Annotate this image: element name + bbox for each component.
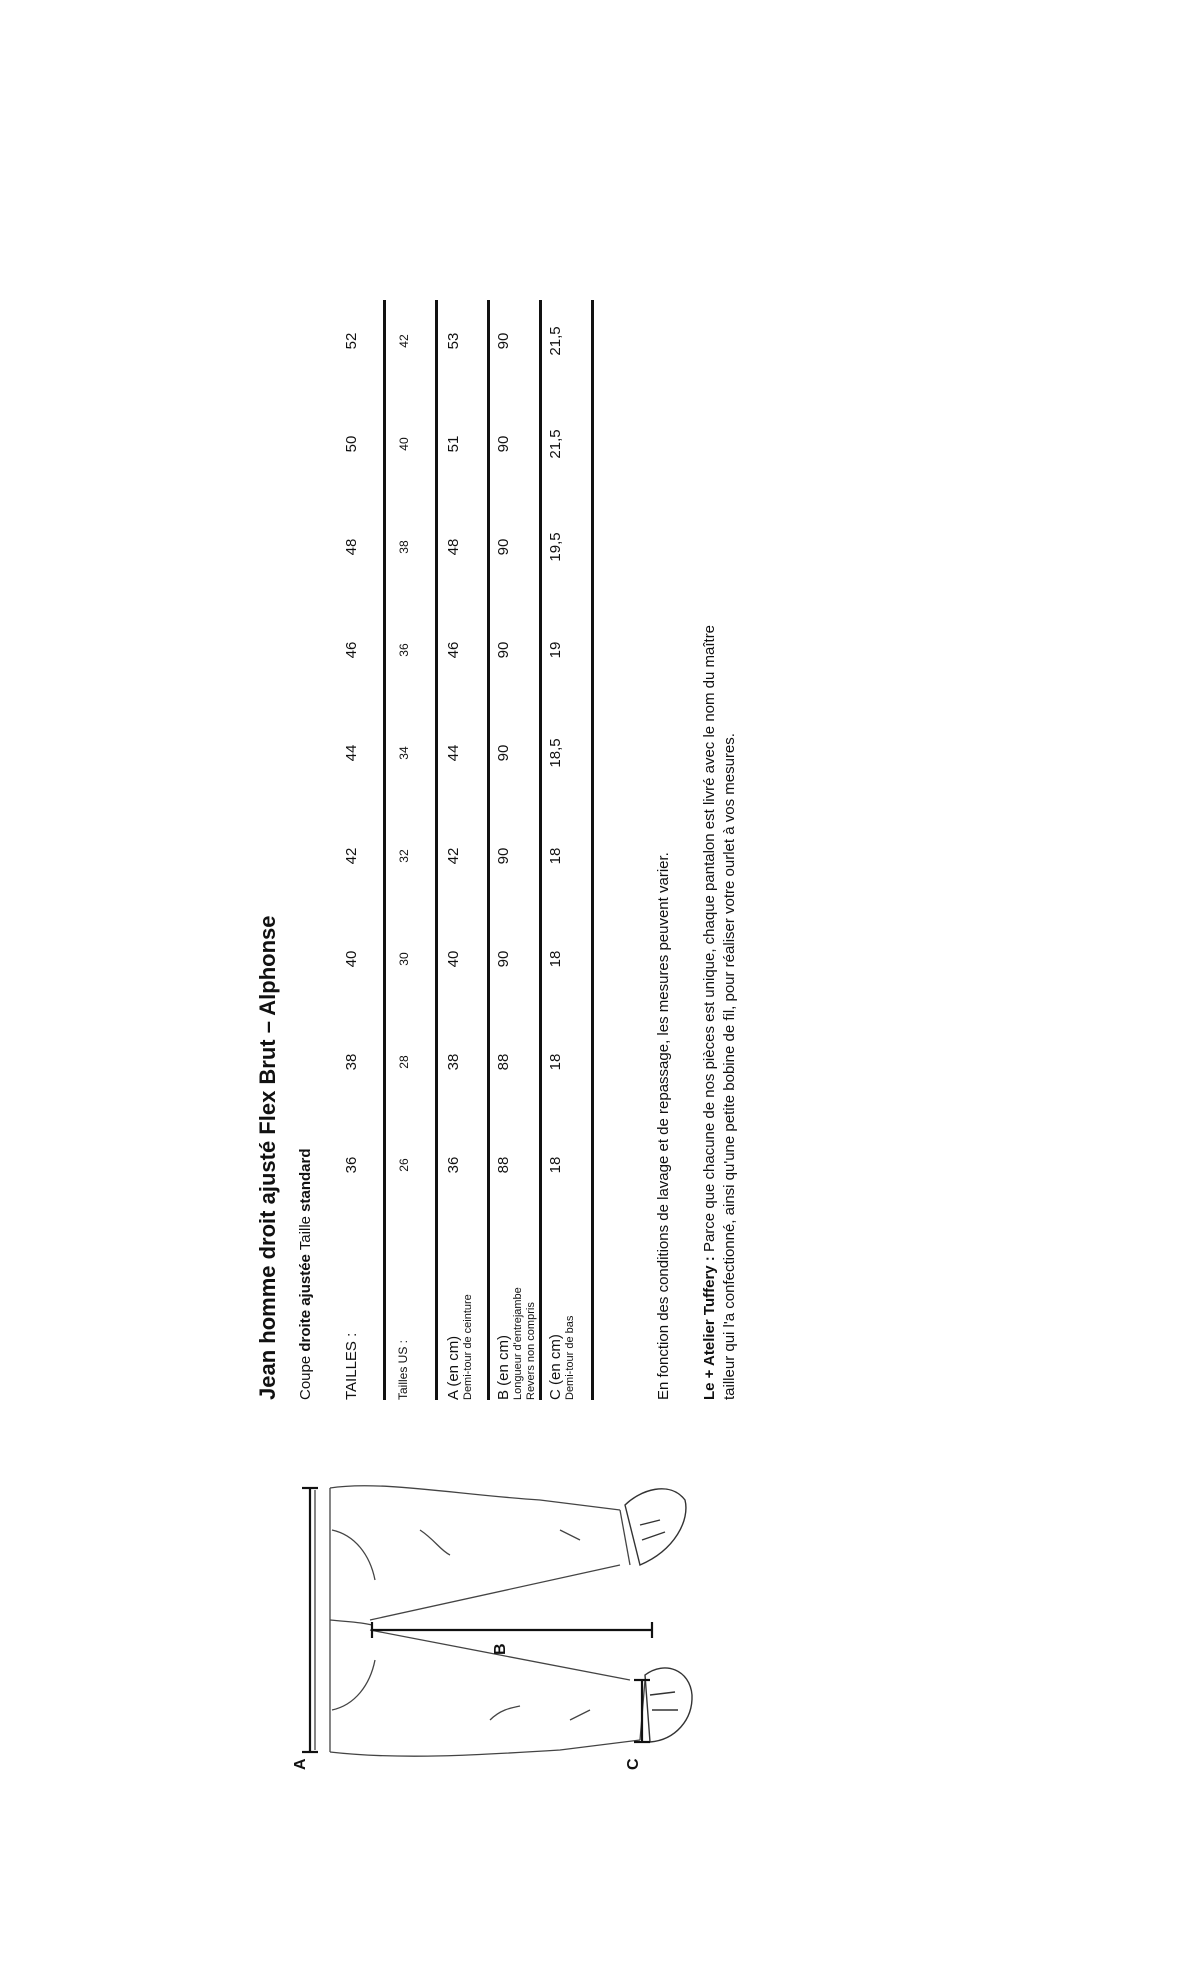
- subtitle-size-type: standard: [297, 1148, 314, 1212]
- row-a-sub: Demi-tour de ceinture: [462, 1294, 475, 1400]
- us-size-cell: 30: [397, 952, 411, 966]
- row-c-cell: 19,5: [547, 532, 564, 562]
- size-cell: 38: [343, 1053, 360, 1071]
- table-rule: [487, 300, 490, 1400]
- row-a-cell: 38: [445, 1053, 462, 1071]
- page-title: Jean homme droit ajusté Flex Brut – Alphonse: [255, 915, 280, 1400]
- row-b-cell: 90: [495, 744, 512, 762]
- us-size-cell: 34: [397, 746, 411, 760]
- size-cell: 50: [343, 435, 360, 453]
- row-a-cell: 42: [445, 847, 462, 865]
- size-cell: 46: [343, 641, 360, 659]
- size-cell: 42: [343, 847, 360, 865]
- row-b-cell: 88: [495, 1156, 512, 1174]
- table-rule: [383, 300, 386, 1400]
- table-rule: [435, 300, 438, 1400]
- diagram-label-a: A: [292, 1758, 309, 1770]
- atelier-note: [700, 620, 741, 1400]
- row-a-title: A (en cm): [445, 1335, 462, 1400]
- us-size-cell: 42: [397, 334, 411, 348]
- row-c-cell: 21,5: [547, 429, 564, 459]
- row-c-cell: 18,5: [547, 738, 564, 768]
- us-size-cell: 28: [397, 1055, 411, 1069]
- row-b-cell: 90: [495, 641, 512, 659]
- size-guide-content: [225, 200, 745, 1400]
- row-c-cell: 18: [547, 1156, 564, 1174]
- row-b-cell: 88: [495, 1053, 512, 1071]
- us-size-cell: 26: [397, 1158, 411, 1172]
- row-b-sub-1: Longueur d'entrejambe: [512, 1287, 525, 1400]
- row-c-cell: 18: [547, 950, 564, 968]
- row-b-sub-2: Revers non compris: [524, 1302, 537, 1400]
- us-size-cell: 36: [397, 643, 411, 657]
- row-a-cell: 40: [445, 950, 462, 968]
- row-c-cell: 18: [547, 1053, 564, 1071]
- subtitle-cut: droite ajustée: [297, 1254, 314, 1352]
- size-cell: 48: [343, 538, 360, 556]
- subtitle-size-word: Taille: [297, 1216, 314, 1251]
- row-a-cell: 46: [445, 641, 462, 659]
- table-rule: [591, 300, 594, 1400]
- row-b-cell: 90: [495, 332, 512, 350]
- us-size-cell: 32: [397, 849, 411, 863]
- row-b-cell: 90: [495, 950, 512, 968]
- table-rule: [539, 300, 542, 1400]
- us-sizes-label: Tailles US :: [396, 1339, 410, 1400]
- row-a-cell: 44: [445, 744, 462, 762]
- atelier-note-bold: Le + Atelier Tuffery :: [701, 1256, 718, 1400]
- footnote: En fonction des conditions de lavage et de repassage, les mesures peuvent varier.: [655, 852, 672, 1400]
- subtitle-prefix: Coupe: [297, 1355, 314, 1400]
- row-b-cell: 90: [495, 538, 512, 556]
- row-b-cell: 90: [495, 847, 512, 865]
- size-cell: 52: [343, 332, 360, 350]
- row-b-label: [495, 1220, 538, 1400]
- size-cell: 36: [343, 1156, 360, 1174]
- row-c-cell: 18: [547, 847, 564, 865]
- row-a-cell: 51: [445, 435, 462, 453]
- diagram-label-c: C: [625, 1758, 642, 1770]
- row-c-sub: Demi-tour de bas: [564, 1315, 577, 1400]
- row-c-title: C (en cm): [547, 1334, 564, 1400]
- us-size-cell: 38: [397, 540, 411, 554]
- atelier-note-text: Parce que chacune de nos pièces est unique, chaque pantalon est livré avec le nom du maître tailleur qui l'a confectionné, ainsi qu'une petite bobine de fil, pour réaliser votre ourlet à vos mesures.: [701, 624, 739, 1400]
- row-b-cell: 90: [495, 435, 512, 453]
- subtitle: [297, 1148, 314, 1400]
- row-c-cell: 21,5: [547, 326, 564, 356]
- row-b-title: B (en cm): [495, 1334, 512, 1400]
- row-c-cell: 19: [547, 641, 564, 659]
- row-c-label: [547, 1220, 577, 1400]
- us-size-cell: 40: [397, 437, 411, 451]
- row-a-cell: 48: [445, 538, 462, 556]
- diagram-label-b: B: [492, 1643, 509, 1655]
- size-cell: 40: [343, 950, 360, 968]
- jeans-illustration: [260, 1470, 700, 1770]
- size-cell: 44: [343, 744, 360, 762]
- row-a-cell: 36: [445, 1156, 462, 1174]
- row-a-label: [445, 1220, 475, 1400]
- sizes-label: TAILLES :: [343, 1332, 360, 1400]
- row-a-cell: 53: [445, 332, 462, 350]
